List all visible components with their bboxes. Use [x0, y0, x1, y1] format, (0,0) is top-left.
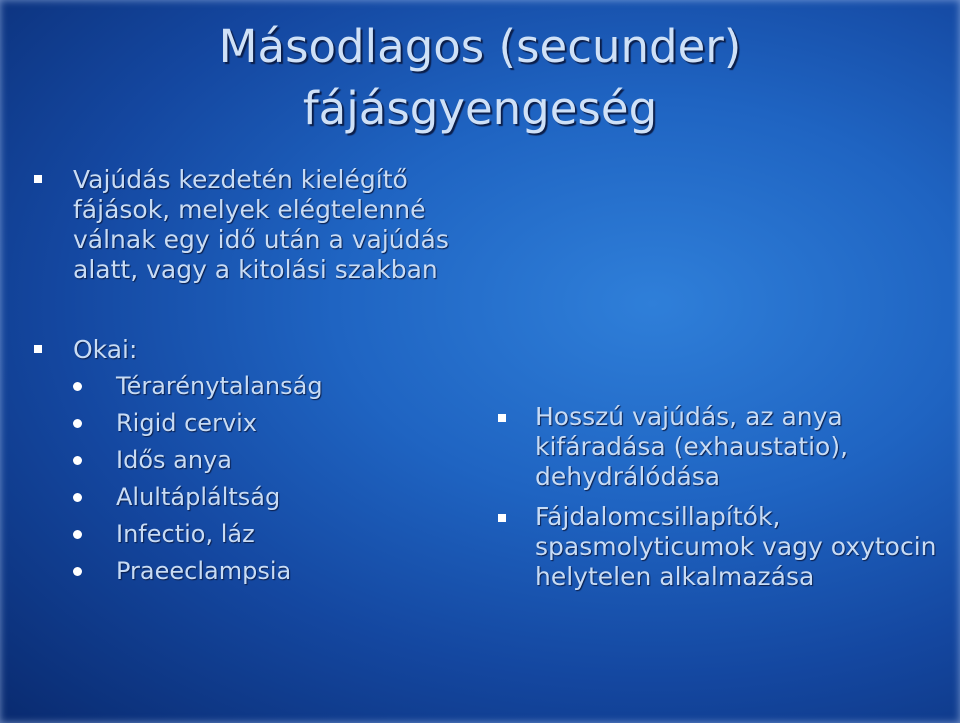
cause-text: Rigid cervix — [116, 409, 258, 437]
dot-bullet-icon — [73, 567, 82, 576]
bullet-item-long-labour — [498, 402, 938, 492]
slide-title — [0, 16, 960, 140]
dot-bullet-icon — [73, 382, 82, 391]
cause-item — [73, 553, 468, 590]
square-bullet-icon — [498, 514, 506, 522]
cause-text: Idős anya — [116, 446, 232, 474]
square-bullet-icon — [34, 345, 42, 353]
title-line-2: fájásgyengeség — [302, 82, 658, 135]
bullet-item-causes — [28, 335, 468, 590]
bullet-text: Fájdalomcsillapítók, spasmolyticumok vagy oxytocin helytelen alkalmazása — [535, 502, 937, 591]
bullet-item-medication — [498, 502, 938, 592]
square-bullet-icon — [34, 175, 42, 183]
square-bullet-icon — [498, 414, 506, 422]
title-line-1: Másodlagos (secunder) — [218, 20, 742, 73]
cause-item — [73, 479, 468, 516]
cause-text: Alultápláltság — [116, 483, 281, 511]
dot-bullet-icon — [73, 419, 82, 428]
dot-bullet-icon — [73, 493, 82, 502]
cause-item — [73, 516, 468, 553]
cause-text: Praeeclampsia — [116, 557, 292, 585]
left-bullet-list — [28, 165, 468, 590]
cause-text: Infectio, láz — [116, 520, 255, 548]
dot-bullet-icon — [73, 456, 82, 465]
cause-text: Térarénytalanság — [116, 372, 323, 400]
causes-heading: Okai: — [73, 335, 138, 364]
dot-bullet-icon — [73, 530, 82, 539]
bullet-item-description — [28, 165, 468, 285]
bullet-text: Vajúdás kezdetén kielégítő fájások, melyek elégtelenné válnak egy idő után a vajúdás alatt, vagy a kitolási szakban — [73, 165, 449, 284]
causes-list — [73, 368, 468, 590]
right-bullet-list — [498, 402, 938, 592]
cause-item — [73, 405, 468, 442]
cause-item — [73, 368, 468, 405]
cause-item — [73, 442, 468, 479]
bullet-text: Hosszú vajúdás, az anya kifáradása (exhaustatio), dehydrálódása — [535, 402, 849, 491]
